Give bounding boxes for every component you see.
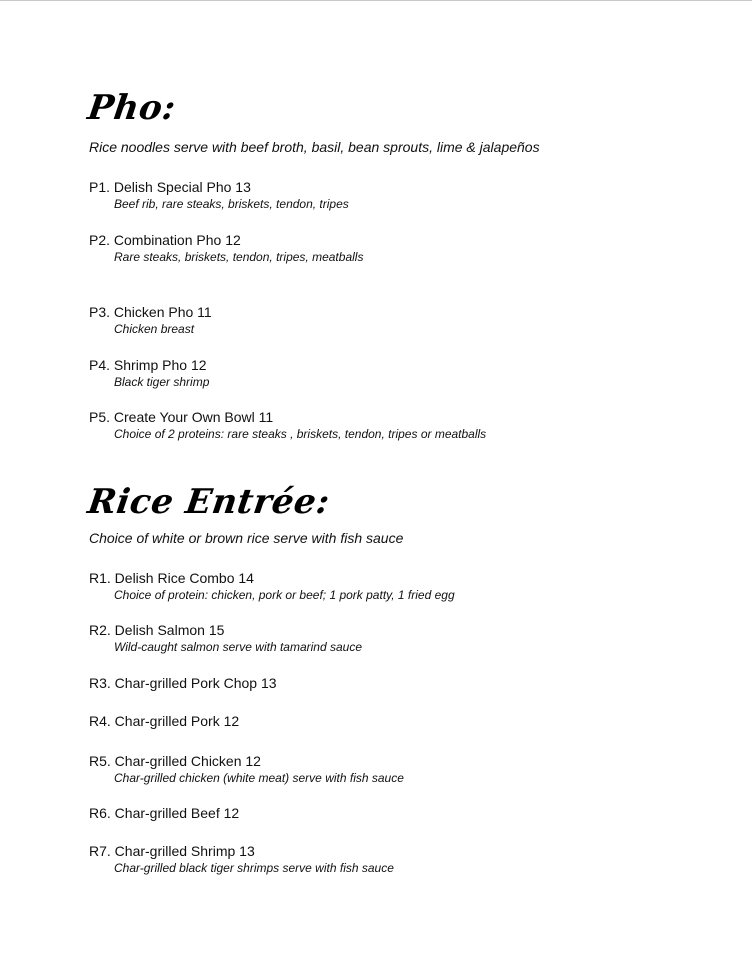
menu-item-description: Char-grilled black tiger shrimps serve with fish sauce (114, 861, 394, 875)
menu-item-description: Choice of 2 proteins: rare steaks , briskets, tendon, tripes or meatballs (114, 427, 487, 441)
menu-item (89, 231, 363, 265)
menu-item-name: P4. Shrimp Pho 12 (89, 357, 207, 373)
rice-section-subtitle: Choice of white or brown rice serve with fish sauce (89, 530, 404, 546)
menu-item (89, 408, 486, 442)
menu-item-description: Wild-caught salmon serve with tamarind sauce (114, 640, 362, 654)
menu-item-name: P3. Chicken Pho 11 (89, 304, 212, 320)
menu-item-name: P1. Delish Special Pho 13 (89, 179, 251, 195)
menu-item-name: R4. Char-grilled Pork 12 (89, 713, 240, 729)
menu-item-description: Rare steaks, briskets, tendon, tripes, meatballs (114, 250, 364, 264)
menu-item (89, 674, 277, 692)
menu-item-name: R6. Char-grilled Beef 12 (89, 805, 240, 821)
menu-item (89, 178, 349, 212)
rice-section-heading: Rice Entrée: (85, 482, 333, 522)
menu-item-name: R1. Delish Rice Combo 14 (89, 570, 254, 586)
menu-item (89, 356, 209, 390)
menu-item (89, 569, 455, 603)
menu-item (89, 712, 239, 730)
menu-item-name: R5. Char-grilled Chicken 12 (89, 753, 261, 769)
menu-item (89, 303, 212, 337)
menu-item-description: Choice of protein: chicken, pork or beef; 1 pork patty, 1 fried egg (114, 588, 455, 602)
menu-item-description: Beef rib, rare steaks, briskets, tendon, tripes (114, 197, 349, 211)
top-divider (0, 0, 752, 1)
menu-item-description: Black tiger shrimp (114, 375, 210, 389)
menu-item (89, 804, 239, 822)
menu-item-description: Char-grilled chicken (white meat) serve with fish sauce (114, 771, 404, 785)
pho-section-subtitle: Rice noodles serve with beef broth, basil, bean sprouts, lime & jalapeños (89, 139, 540, 155)
menu-item (89, 621, 362, 655)
menu-item-name: R2. Delish Salmon 15 (89, 622, 225, 638)
menu-item (89, 752, 404, 786)
menu-item-name: R3. Char-grilled Pork Chop 13 (89, 675, 277, 691)
menu-item-name: R7. Char-grilled Shrimp 13 (89, 843, 255, 859)
menu-item-name: P2. Combination Pho 12 (89, 232, 241, 248)
menu-item-description: Chicken breast (114, 322, 195, 336)
menu-item (89, 842, 394, 876)
menu-item-name: P5. Create Your Own Bowl 11 (89, 409, 274, 425)
pho-section-heading: Pho: (85, 88, 179, 128)
